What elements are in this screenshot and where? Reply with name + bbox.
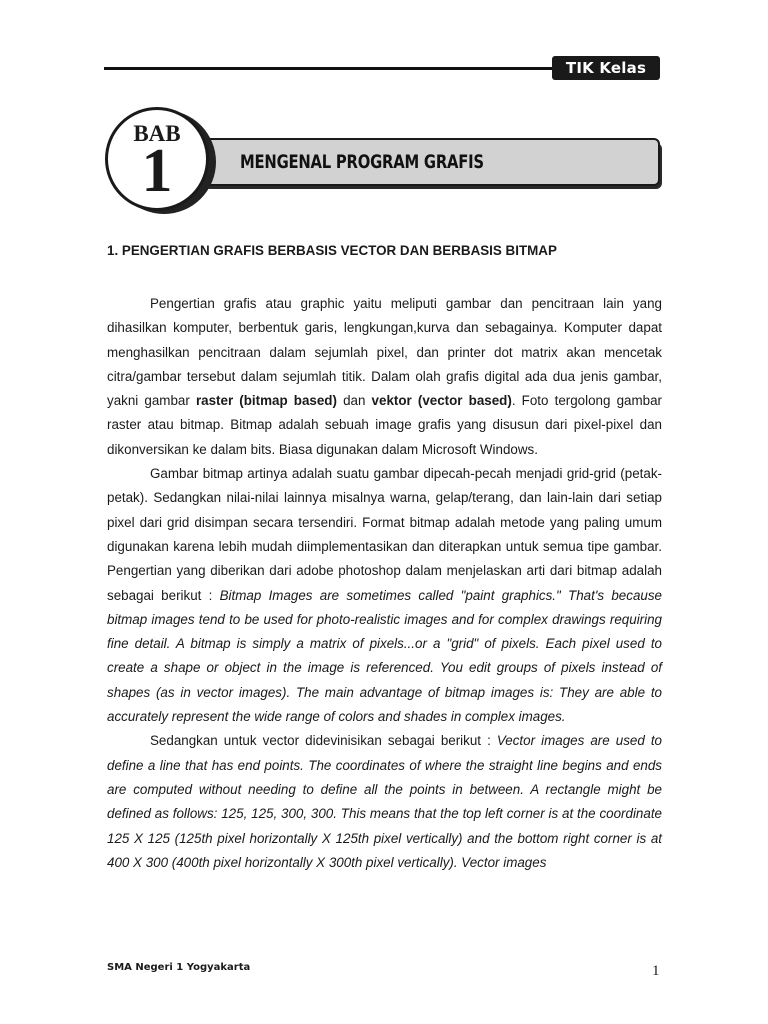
header-rule [104, 67, 552, 70]
raster-term: raster (bitmap based) [195, 393, 337, 409]
paragraph-1-text-2: dan [336, 393, 372, 409]
paragraph-3 [107, 729, 662, 875]
paragraph-2-text: Gambar bitmap artinya adalah suatu gambar dipecah-pecah menjadi grid-grid (petak-petak). Sedangkan nilai-nilai lainnya misalnya warna, gelap/terang, dan lain-lain dari setiap pixel dari grid disimpan secara tersendiri. Format bitmap adalah metode yang paling umum digunakan karena lebih mudah diimplementasikan dan diterapkan untuk semua tipe gambar. Pengertian yang diberikan dari adobe photoshop dalam menjelaskan arti dari bitmap adalah sebagai berikut : [107, 466, 662, 603]
body-text [107, 292, 662, 875]
vector-definition-quote: Vector images are used to define a line that has end points. The coordinates of where the straight line begins and ends are computed without needing to define all the points in between. A rectangle might be defined as follows: 125, 125, 300, 300. This means that the top left corner is at the coordinate 125 X 125 (125th pixel horizontally X 125th pixel vertically) and the bottom right corner is at 400 X 300 (400th pixel horizontally X 300th pixel vertically). Vector images [107, 733, 663, 870]
header-tag: TIK Kelas XII [552, 56, 660, 80]
bitmap-definition-quote: Bitmap Images are sometimes called "paint graphics." That's because bitmap images tend to be used for photo-realistic images and for complex drawings requiring fine detail. A bitmap is simply a matrix of pixels...or a "grid" of pixels. Each pixel used to create a shape or object in the image is referenced. You edit groups of pixels instead of shapes (as in vector images). The main advantage of bitmap images is: They are able to accurately represent the wide range of colors and shades in complex images. [107, 587, 662, 725]
paragraph-1-text-3: . Foto tergolong gambar raster atau bitmap. Bitmap adalah sebuah image grafis yang disusun dari pixel-pixel dan dikonversikan ke dalam bits. Biasa digunakan dalam Microsoft Windows. [107, 393, 662, 457]
chapter-title-bar [200, 138, 660, 186]
chapter-word: BAB [133, 121, 181, 146]
chapter-number: 1 [141, 137, 173, 205]
footer-school: SMA Negeri 1 Yogyakarta [107, 962, 251, 973]
paragraph-3-text: Sedangkan untuk vector didevinisikan sebagai berikut : [150, 733, 497, 749]
section-heading: 1. PENGERTIAN GRAFIS BERBASIS VECTOR DAN BERBASIS BITMAP [107, 243, 557, 258]
page-number: 1 [652, 963, 660, 979]
chapter-title: MENGENAL PROGRAM GRAFIS [240, 151, 484, 173]
vector-term: vektor (vector based) [371, 393, 512, 409]
paragraph-1 [107, 292, 662, 462]
paragraph-1-text-1: Pengertian grafis atau graphic yaitu meliputi gambar dan pencitraan lain yang dihasilkan komputer, berbentuk garis, lengkungan,kurva dan sebagainya. Komputer dapat menghasilkan pencitraan dalam sejumlah pixel, dan printer dot matrix akan mencetak citra/gambar tersebut dalam sejumlah titik. Dalam olah grafis digital ada dua jenis gambar, yakni gambar [107, 296, 662, 409]
paragraph-2 [107, 462, 662, 729]
chapter-badge [105, 107, 209, 211]
